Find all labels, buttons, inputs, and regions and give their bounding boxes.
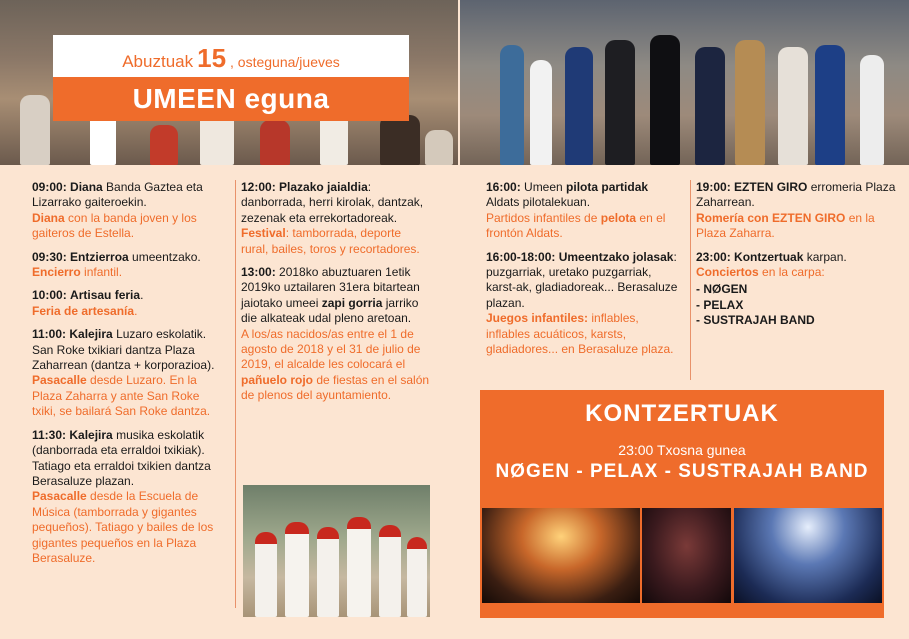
event-desc-eu: : puzgarriak, uretako puzgarriak, karst-ak, gladiadoreak... Berasaluze plazan.	[486, 249, 678, 310]
photo-band-pelax	[642, 508, 731, 603]
photo-band-sustrajah	[734, 508, 882, 603]
event-title: Umeentzako jolasak	[555, 249, 674, 264]
event-desc-eu: erromeria Plaza Zaharrean.	[696, 180, 896, 210]
event-desc-eu: Banda Gaztea eta Lizarrako gaiteroekin.	[32, 180, 203, 210]
event-title-es: Conciertos	[696, 265, 759, 280]
event-title: Artisau feria	[70, 288, 141, 303]
day-number: 15	[197, 43, 227, 73]
event-desc-es: en la Plaza Zaharra.	[696, 210, 875, 241]
event-desc-es: inflables, inflables acuáticos, karsts, gladiadores... en Berasaluze plaza.	[486, 311, 674, 357]
event-title-es: pelota	[600, 210, 637, 225]
schedule-column-4	[696, 180, 896, 337]
event-desc-es: en la carpa:	[758, 265, 825, 280]
band-list-item: - SUSTRAJAH BAND	[696, 313, 815, 328]
event-title: Kontzertuak	[734, 249, 804, 264]
event-title-es: EZTEN GIRO	[772, 210, 846, 225]
event-highlight: zapi gorria	[321, 295, 383, 310]
weekday-label: , osteguna/jueves	[230, 54, 340, 70]
photo-band-nogen	[482, 508, 640, 603]
concerts-box	[480, 390, 884, 618]
event-entry	[241, 265, 431, 404]
event-entry	[486, 180, 678, 242]
event-title-es: Romería con	[696, 210, 773, 225]
event-desc-es: .	[134, 303, 138, 318]
event-time: 16:00:	[486, 180, 521, 194]
event-desc-es: con la banda joven y los gaiteros de Estella.	[32, 210, 197, 241]
event-desc-es: desde la Escuela de Música (tamborrada y gigantes pequeños). Tatiago y bailes de los gigantes pequeños en la Plaza Berasaluze.	[32, 489, 214, 565]
event-desc-es: infantil.	[80, 265, 123, 280]
band-list-item: - PELAX	[696, 297, 744, 312]
event-title: Kalejira	[69, 427, 113, 442]
photo-dancers	[243, 485, 430, 617]
event-desc-eu: 2018ko abuztuaren 1etik 2019ko uztailaren 31era bitartean jaiotako umeei	[241, 265, 420, 310]
event-title: Entzierroa	[70, 249, 129, 264]
event-desc-eu: .	[140, 288, 144, 303]
event-desc-es: A los/as nacidos/as entre el 1 de agosto de 2018 y el 31 de julio de 2019, el alcalde les colocará el	[241, 326, 421, 372]
event-desc-es: : tamborrada, deporte rural, bailes, toros y recortadores.	[241, 226, 420, 256]
date-header	[53, 35, 409, 77]
concerts-location: 23:00 Txosna gunea	[618, 442, 746, 458]
event-entry	[486, 250, 678, 358]
concerts-bands: NØGEN - PELAX - SUSTRAJAH BAND	[495, 461, 869, 482]
event-desc-eu: Umeen	[520, 180, 567, 194]
event-desc-eu: Aldats pilotalekuan.	[486, 195, 591, 210]
event-entry	[32, 428, 224, 567]
schedule-column-2	[241, 180, 437, 412]
event-desc-es: en el frontón Aldats.	[486, 210, 666, 241]
event-entry	[32, 180, 224, 242]
event-title: Plazako jaialdia	[279, 180, 368, 194]
event-title: Diana	[70, 180, 103, 194]
event-desc-es: de fiestas en el salón de plenos del ayuntamiento.	[241, 372, 430, 403]
event-desc-eu: jarriko die alkateak udal pleno aretoan.	[241, 295, 419, 326]
event-time: 11:00:	[32, 327, 67, 342]
event-desc-eu: musika eskolatik (danborrada eta erraldoi txikiak). Tatiago eta erraldoi txikien dantza Berasaluze plazan.	[32, 427, 211, 488]
event-desc-eu: Luzaro eskolatik. San Roke txikiari dantza Plaza Zaharrean (dantza + korporazioa).	[32, 327, 215, 373]
schedule-column-3	[486, 180, 684, 365]
event-time: 12:00:	[241, 180, 276, 194]
event-title-es: Encierro	[32, 265, 81, 280]
event-desc-es: Partidos infantiles de	[486, 210, 601, 225]
event-title: pilota partidak	[566, 180, 649, 194]
band-list-item: - NØGEN	[696, 282, 748, 297]
month-label: Abuztuak	[122, 52, 194, 71]
concerts-title: KONTZERTUAK	[585, 400, 779, 427]
event-title-es: Diana	[32, 210, 65, 225]
event-title-es: Feria de artesanía	[32, 303, 135, 318]
event-time: 19:00:	[696, 180, 731, 194]
event-entry	[241, 180, 431, 257]
event-time: 23:00:	[696, 249, 731, 264]
event-time: 09:30:	[32, 249, 67, 264]
event-time: 11:30:	[32, 427, 67, 442]
column-divider	[690, 180, 691, 380]
event-desc-eu: : danborrada, herri kirolak, dantzak, zezenak eta errekortadoreak.	[241, 180, 424, 225]
page-title: UMEEN eguna	[53, 77, 409, 121]
event-time: 13:00:	[241, 265, 276, 280]
event-entry	[696, 180, 896, 242]
event-entry	[32, 250, 224, 281]
event-time: 10:00:	[32, 288, 67, 303]
event-title: Kalejira	[69, 327, 113, 342]
event-title-es: Pasacalle	[32, 489, 87, 504]
event-entry	[32, 327, 224, 419]
title-box	[53, 35, 409, 121]
event-entry	[32, 288, 224, 319]
event-entry	[696, 250, 896, 329]
event-time: 16:00-18:00:	[486, 249, 556, 264]
event-highlight-es: pañuelo rojo	[241, 372, 313, 387]
event-title-es: Juegos infantiles:	[486, 311, 589, 326]
event-time: 09:00:	[32, 180, 67, 194]
event-title-es: Festival	[241, 226, 286, 241]
column-divider	[235, 180, 236, 608]
event-title-es: Pasacalle	[32, 373, 87, 388]
event-desc-eu: karpan.	[803, 249, 847, 264]
event-title: EZTEN GIRO	[734, 180, 808, 194]
event-desc-es: desde Luzaro. En la Plaza Zaharra y ante San Roke txiki, se bailará San Roke dantza.	[32, 373, 211, 419]
event-desc-eu: umeentzako.	[128, 249, 201, 264]
schedule-column-1	[32, 180, 230, 574]
photo-children-costumes	[460, 0, 909, 165]
